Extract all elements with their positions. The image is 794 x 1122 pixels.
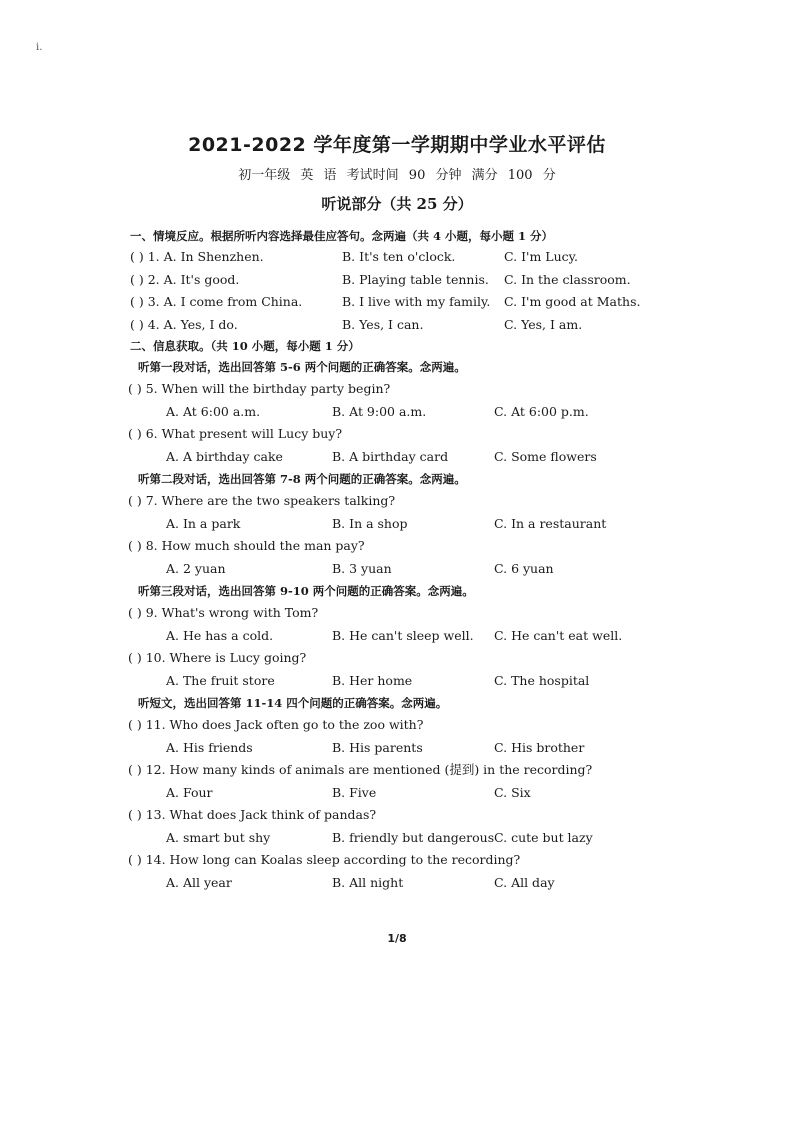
section1-heading: 一、情境反应。根据所听内容选择最佳应答句。念两遍（共 4 小题，每小题 1 分） (130, 229, 554, 243)
question-9-option-c: C. He can't eat well. (494, 627, 623, 643)
question-8-stem: ( ) 8. How much should the man pay? (128, 538, 365, 553)
question-8-option-c: C. 6 yuan (494, 560, 554, 576)
question-4-stem: ( ) 4. A. Yes, I do. (130, 316, 238, 332)
question-3-stem: ( ) 3. A. I come from China. (130, 294, 303, 309)
question-10-stem: ( ) 10. Where is Lucy going? (128, 650, 307, 665)
question-4-option-c: C. Yes, I am. (504, 316, 583, 332)
section2-instruction-4: 听短文，选出回答第 11-14 四个问题的正确答案。念两遍。 (138, 696, 448, 710)
question-5-option-c: C. At 6:00 p.m. (494, 403, 589, 419)
question-6-option-c: C. Some flowers (494, 448, 597, 464)
question-2 (126, 269, 686, 292)
question-1 (126, 246, 686, 269)
question-7-option-a: A. In a park (166, 515, 241, 531)
question-8-options (126, 558, 686, 581)
question-9-option-a: A. He has a cold. (166, 627, 274, 643)
question-2-option-b: B. Playing table tennis. (342, 271, 489, 287)
question-3 (126, 291, 686, 314)
question-1-option-b: B. It's ten o'clock. (342, 249, 456, 264)
question-6-option-b: B. A birthday card (332, 448, 449, 464)
question-8-option-b: B. 3 yuan (332, 560, 392, 576)
question-2-option-c: C. In the classroom. (504, 271, 631, 287)
question-11-option-b: B. His parents (332, 739, 423, 755)
question-14-stem: ( ) 14. How long can Koalas sleep according to the recording? (128, 852, 521, 867)
exam-content (126, 226, 686, 894)
question-9-options (126, 625, 686, 648)
question-11-option-a: A. His friends (166, 739, 253, 755)
question-12-option-b: B. Five (332, 784, 377, 800)
question-10-option-b: B. Her home (332, 672, 413, 688)
corner-mark: i. (36, 42, 43, 53)
question-12-option-c: C. Six (494, 784, 531, 800)
page-number: 1/8 (387, 932, 407, 945)
question-13-option-b: B. friendly but dangerous (332, 829, 495, 845)
question-5-option-b: B. At 9:00 a.m. (332, 403, 427, 419)
question-14-option-a: A. All year (166, 874, 232, 890)
question-13-options (126, 827, 686, 850)
question-14-option-b: B. All night (332, 874, 404, 890)
question-7-stem: ( ) 7. Where are the two speakers talking? (128, 493, 396, 508)
question-12-options (126, 782, 686, 805)
question-14-options (126, 872, 686, 895)
question-9-option-b: B. He can't sleep well. (332, 627, 474, 643)
question-11-option-c: C. His brother (494, 739, 585, 755)
section2-heading: 二、信息获取。（共 10 小题，每小题 1 分） (130, 339, 360, 353)
question-13-option-c: C. cute but lazy (494, 829, 593, 845)
exam-subtitle: 初一年级 英 语 考试时间 90 分钟 满分 100 分 (238, 168, 556, 183)
question-4 (126, 314, 686, 337)
question-5-options (126, 401, 686, 424)
question-11-stem: ( ) 11. Who does Jack often go to the zoo with? (128, 717, 424, 732)
question-3-option-c: C. I'm good at Maths. (504, 294, 641, 309)
question-7-option-b: B. In a shop (332, 515, 408, 531)
question-7-options (126, 513, 686, 536)
question-13-stem: ( ) 13. What does Jack think of pandas? (128, 807, 377, 822)
question-14-option-c: C. All day (494, 874, 555, 890)
question-11-options (126, 737, 686, 760)
question-8-option-a: A. 2 yuan (166, 560, 226, 576)
question-10-options (126, 670, 686, 693)
question-12-stem: ( ) 12. How many kinds of animals are mentioned (提到) in the recording? (128, 762, 593, 777)
part-title: 听说部分（共 25 分） (321, 195, 473, 213)
section2-instruction-1: 听第一段对话，选出回答第 5-6 两个问题的正确答案。念两遍。 (138, 360, 466, 374)
question-12-option-a: A. Four (166, 784, 213, 800)
question-5-stem: ( ) 5. When will the birthday party begin? (128, 381, 391, 396)
section2-instruction-3: 听第三段对话，选出回答第 9-10 两个问题的正确答案。念两遍。 (138, 584, 474, 598)
question-9-stem: ( ) 9. What's wrong with Tom? (128, 605, 319, 620)
question-4-option-b: B. Yes, I can. (342, 316, 424, 332)
question-10-option-c: C. The hospital (494, 672, 590, 688)
question-5-option-a: A. At 6:00 a.m. (166, 403, 261, 419)
question-6-option-a: A. A birthday cake (166, 448, 283, 464)
question-7-option-c: C. In a restaurant (494, 515, 607, 531)
section2-instruction-2: 听第二段对话，选出回答第 7-8 两个问题的正确答案。念两遍。 (138, 472, 466, 486)
question-6-options (126, 446, 686, 469)
question-3-option-b: B. I live with my family. (342, 294, 491, 309)
question-6-stem: ( ) 6. What present will Lucy buy? (128, 426, 343, 441)
question-10-option-a: A. The fruit store (166, 672, 275, 688)
question-13-option-a: A. smart but shy (166, 829, 271, 845)
question-2-stem: ( ) 2. A. It's good. (130, 271, 240, 287)
question-1-option-c: C. I'm Lucy. (504, 249, 578, 264)
exam-title: 2021-2022 学年度第一学期期中学业水平评估 (188, 134, 606, 156)
question-1-stem: ( ) 1. A. In Shenzhen. (130, 249, 264, 264)
